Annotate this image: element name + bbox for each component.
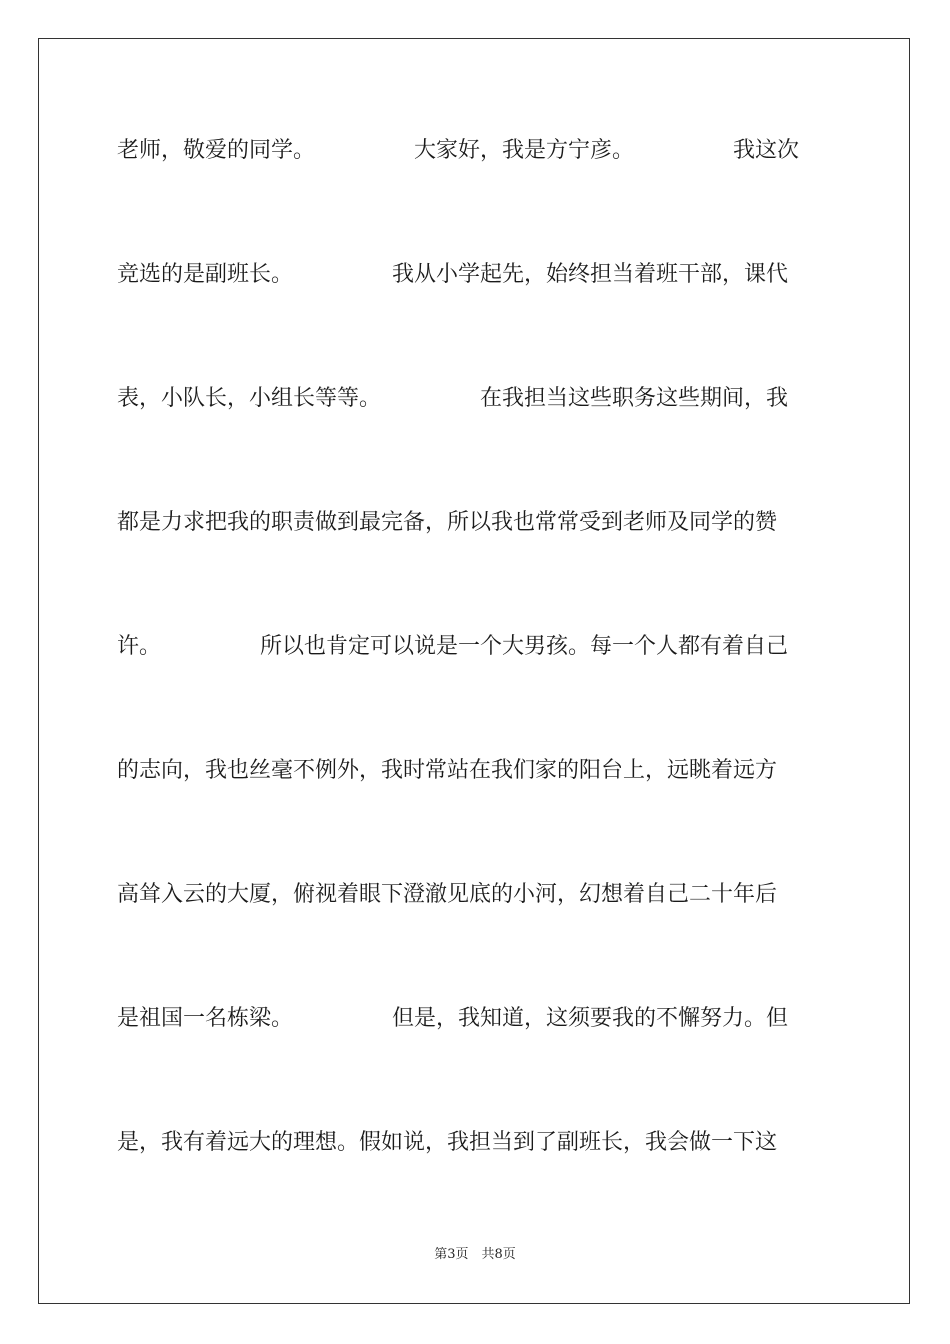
page-border [38,38,910,1304]
body-text-line-4: 都是力求把我的职责做到最完备，所以我也常常受到老师及同学的赞 [117,510,778,535]
body-text-line-6: 的志向，我也丝毫不例外，我时常站在我们家的阳台上，远眺着远方 [117,758,778,783]
body-text-line-1: 老师，敬爱的同学。 大家好，我是方宁彦。 我这次 [117,138,800,163]
body-text-line-9: 是，我有着远大的理想。假如说，我担当到了副班长，我会做一下这 [117,1130,778,1155]
body-text-line-5: 许。 所以也肯定可以说是一个大男孩。每一个人都有着自己 [117,634,789,659]
body-text-line-2: 竞选的是副班长。 我从小学起先，始终担当着班干部，课代 [117,262,789,287]
body-text-line-7: 高耸入云的大厦，俯视着眼下澄澈见底的小河，幻想着自己二十年后 [117,882,778,907]
page-number-footer: 第3页 共8页 [434,1247,516,1262]
body-text-line-8: 是祖国一名栋梁。 但是，我知道，这须要我的不懈努力。但 [117,1006,789,1031]
body-text-line-3: 表，小队长，小组长等等。 在我担当这些职务这些期间，我 [117,386,789,411]
